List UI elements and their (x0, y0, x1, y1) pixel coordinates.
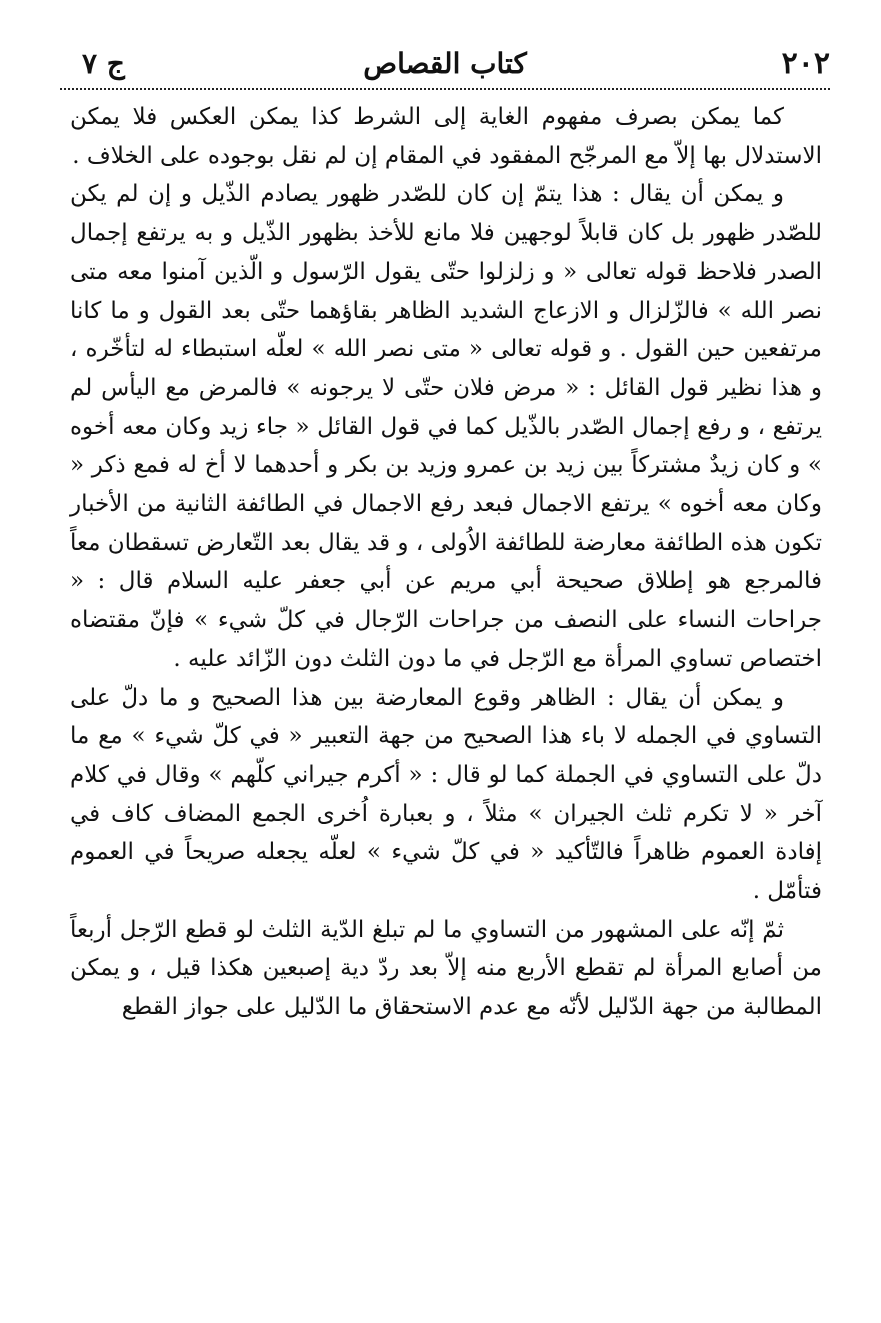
page-number: ٢٠٢ (781, 46, 830, 81)
book-title: كتاب القصاص (363, 47, 527, 80)
header-divider (60, 88, 830, 90)
paragraph: ثمّ إنّه على المشهور من التساوي ما لم تبلغ الدّية الثلث لو قطع الرّجل أربعاً من أصابع المرأة لم تقطع الأربع منه إلاّ بعد ردّ دية إصبعين هكذا قيل ، و يمكن المطالبة من جهة الدّليل لأنّه مع عدم الاستحقاق ما الدّليل على جواز القطع (70, 916, 822, 1021)
paragraph: و يمكن أن يقال : هذا يتمّ إن كان للصّدر ظهور يصادم الذّيل و إن لم يكن للصّدر ظهور بل كان قابلاً لوجهين فلا مانع للأخذ بظهور الذّيل و به يرتفع إجمال الصدر فلاحظ قوله تعالى « و زلزلوا حتّى يقول الرّسول و الّذين آمنوا معه متى نصر الله » فالزّلزال و الازعاج الشديد الظاهر بقاؤهما حتّى بعد القول و ما كانا مرتفعين حين القول . و قوله تعالى « متى نصر الله » لعلّه استبطاء له لتأخّره ، و هذا نظير قول القائل : « مرض فلان حتّى لا يرجونه » فالمرض مع اليأس لم يرتفع ، و رفع إجمال الصّدر بالذّيل كما في قول القائل « جاء زيد وكان معه أخوه » و كان زيدٌ مشتركاً بين زيد بن عمرو وزيد بن بكر و أحدهما لا أخ له فمع ذكر « وكان معه أخوه » يرتفع الاجمال فبعد رفع الاجمال في الطائفة الثانية من الأخبار تكون هذه الطائفة معارضة للطائفة الاُولى ، و قد يقال بعد التّعارض تسقطان معاً فالمرجع هو إطلاق صحيحة أبي مريم عن أبي جعفر عليه السلام قال : « جراحات النساء على النصف من جراحات الرّجال في كلّ شيء » فإنّ مقتضاه اختصاص تساوي المرأة مع الرّجل في ما دون الثلث دون الزّائد عليه . (70, 181, 822, 672)
page-header (60, 44, 830, 90)
paragraph: و يمكن أن يقال : الظاهر وقوع المعارضة بين هذا الصحيح و ما دلّ على التساوي في الجمله لا باء هذا الصحيح من جهة التعبير « في كلّ شيء » مع ما دلّ على التساوي في الجملة كما لو قال : « أكرم جيراني كلّهم » وقال في كلام آخر « لا تكرم ثلث الجيران » مثلاً ، و بعبارة اُخرى الجمع المضاف كاف في إفادة العموم ظاهراً فالتّأكيد « في كلّ شيء » لعلّه يجعله صريحاً في العموم فتأمّل . (70, 684, 822, 905)
paragraph: كما يمكن بصرف مفهوم الغاية إلى الشرط كذا يمكن العكس فلا يمكن الاستدلال بها إلاّ مع المرجّح المفقود في المقام إن لم نقل بوجوده على الخلاف . (70, 104, 822, 169)
volume-number: ج ٧ (82, 47, 125, 80)
body-text (70, 98, 822, 1027)
